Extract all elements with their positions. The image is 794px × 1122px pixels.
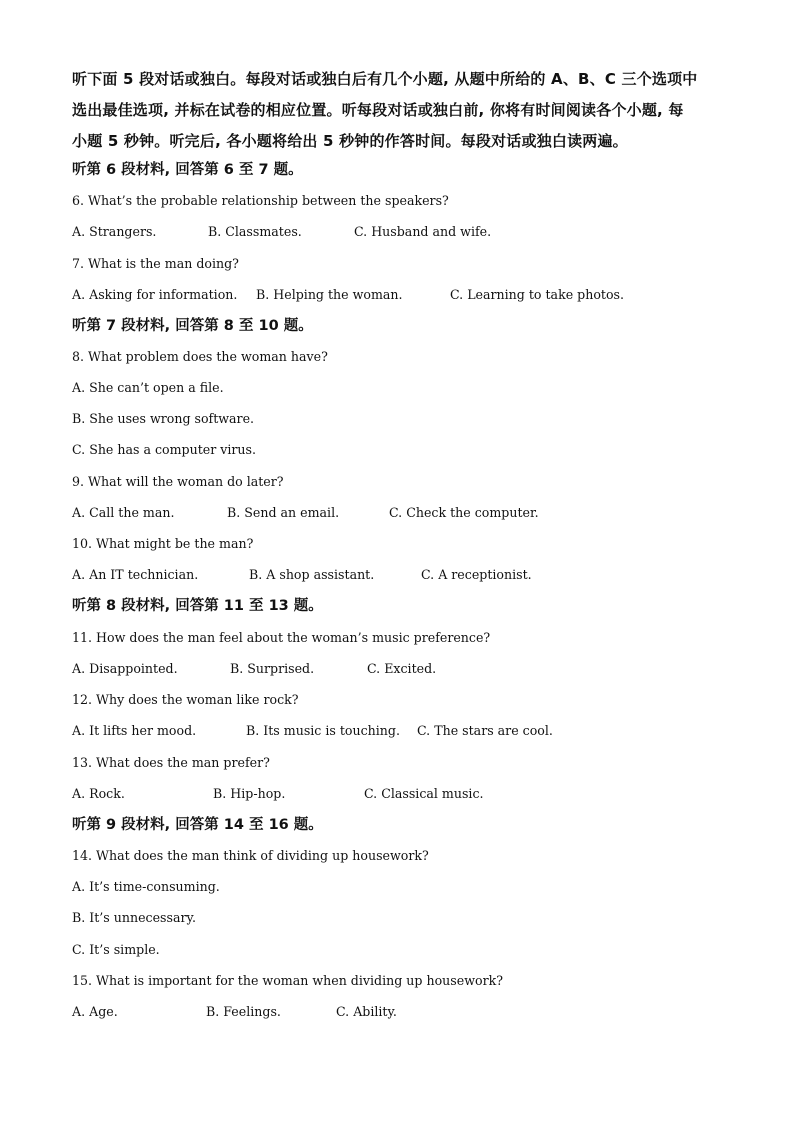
section-heading-7: 听第 7 段材料, 回答第 8 至 10 题。 <box>72 318 313 334</box>
option-c: C. A receptionist. <box>421 567 532 582</box>
option-a: A. Rock. <box>72 786 125 801</box>
option-c: C. Classical music. <box>364 786 484 801</box>
option-a: A. Strangers. <box>72 224 157 239</box>
section-heading-9: 听第 9 段材料, 回答第 14 至 16 题。 <box>72 817 323 833</box>
question-8: 8. What problem does the woman have? <box>72 349 328 364</box>
instruction-line: 听下面 5 段对话或独白。每段对话或独白后有几个小题, 从题中所给的 A、B、C 三个选项中 <box>72 70 698 88</box>
option-a: A. Asking for information. <box>72 287 238 302</box>
options-row-6 <box>72 222 732 242</box>
option-b: B. Hip-hop. <box>213 786 286 801</box>
question-15: 15. What is important for the woman when dividing up housework? <box>72 973 503 988</box>
question-14: 14. What does the man think of dividing up housework? <box>72 848 429 863</box>
option-a: A. Disappointed. <box>72 661 178 676</box>
option-a: A. Call the man. <box>72 505 175 520</box>
option-b: B. A shop assistant. <box>249 567 375 582</box>
option-c: C. The stars are cool. <box>417 723 553 738</box>
question-12: 12. Why does the woman like rock? <box>72 692 299 707</box>
options-row-10 <box>72 565 732 585</box>
option-c: C. Excited. <box>367 661 437 676</box>
instruction-line: 小题 5 秒钟。听完后, 各小题将给出 5 秒钟的作答时间。每段对话或独白读两遍。 <box>72 132 628 150</box>
question-7: 7. What is the man doing? <box>72 256 239 271</box>
option-b: B. It’s unnecessary. <box>72 910 196 925</box>
question-11: 11. How does the man feel about the woman’s music preference? <box>72 630 491 645</box>
option-a: A. It lifts her mood. <box>72 723 197 738</box>
question-10: 10. What might be the man? <box>72 536 254 551</box>
option-a: A. Age. <box>72 1004 118 1019</box>
option-c: C. It’s simple. <box>72 942 160 957</box>
option-a: A. It’s time-consuming. <box>72 879 220 894</box>
listening-instructions <box>72 64 732 157</box>
instruction-line: 选出最佳选项, 并标在试卷的相应位置。听每段对话或独白前, 你将有时间阅读各个小题, 每 <box>72 101 684 119</box>
option-a: A. An IT technician. <box>72 567 199 582</box>
option-c: C. She has a computer virus. <box>72 442 257 457</box>
option-c: C. Husband and wife. <box>354 224 492 239</box>
option-b: B. She uses wrong software. <box>72 411 255 426</box>
option-c: C. Check the computer. <box>389 505 539 520</box>
options-row-13 <box>72 784 732 804</box>
option-c: C. Ability. <box>336 1004 397 1019</box>
section-heading-6: 听第 6 段材料, 回答第 6 至 7 题。 <box>72 162 303 178</box>
question-6: 6. What’s the probable relationship between the speakers? <box>72 193 449 208</box>
option-b: B. Its music is touching. <box>246 723 400 738</box>
question-13: 13. What does the man prefer? <box>72 755 270 770</box>
options-row-12 <box>72 721 732 741</box>
option-b: B. Feelings. <box>206 1004 281 1019</box>
option-c: C. Learning to take photos. <box>450 287 625 302</box>
option-b: B. Surprised. <box>230 661 315 676</box>
options-row-11 <box>72 659 732 679</box>
option-a: A. She can’t open a file. <box>72 380 224 395</box>
options-row-9 <box>72 503 732 523</box>
options-row-7 <box>72 285 732 305</box>
option-b: B. Classmates. <box>208 224 302 239</box>
option-b: B. Send an email. <box>227 505 340 520</box>
section-heading-8: 听第 8 段材料, 回答第 11 至 13 题。 <box>72 598 323 614</box>
question-9: 9. What will the woman do later? <box>72 474 284 489</box>
options-row-15 <box>72 1002 732 1022</box>
option-b: B. Helping the woman. <box>256 287 403 302</box>
